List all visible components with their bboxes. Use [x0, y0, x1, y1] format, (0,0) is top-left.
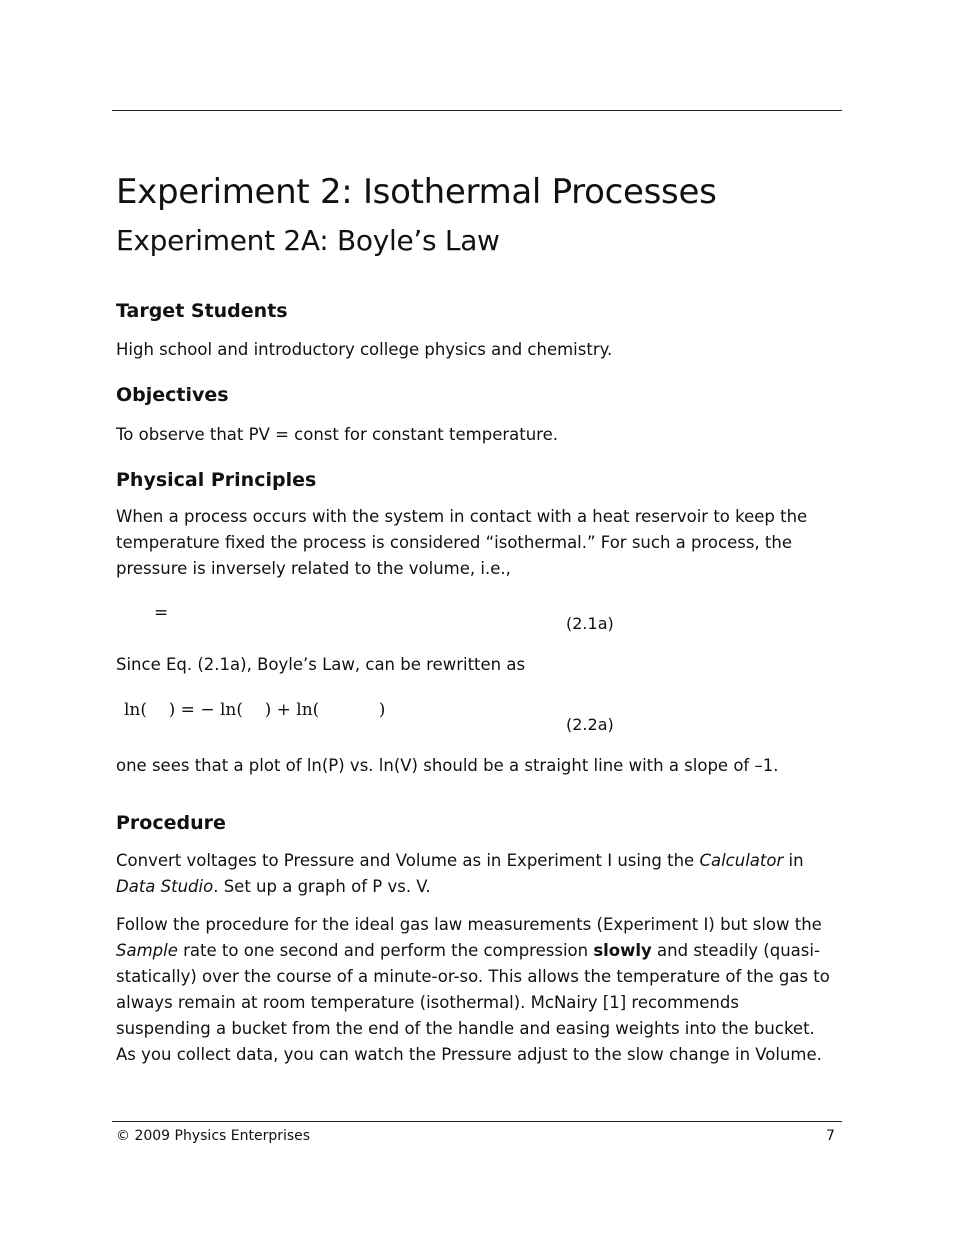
objectives-heading: Objectives — [116, 384, 229, 406]
equation-2-2a-number: (2.2a) — [566, 715, 614, 734]
page-title: Experiment 2: Isothermal Processes — [116, 172, 717, 212]
principles-text: When a process occurs with the system in contact with a heat reservoir to keep the temperature fixed the process is considered “isothermal.” For such a process, the pressure is inversely related to the volume, i.e., — [116, 507, 808, 578]
principles-after-text: one sees that a plot of ln(P) vs. ln(V) should be a straight line with a slope of –1. — [116, 756, 779, 775]
procedure-heading: Procedure — [116, 812, 226, 834]
procedure-paragraph-1: Convert voltages to Pressure and Volume as in Experiment I using the Calculator in Data Studio. Set up a graph of P vs. V. — [116, 851, 804, 896]
equation-2-1a-number: (2.1a) — [566, 614, 614, 633]
equation-2-1a: = — [154, 603, 169, 623]
target-heading: Target Students — [116, 300, 288, 322]
principles-between-text: Since Eq. (2.1a), Boyle’s Law, can be rewritten as — [116, 655, 526, 674]
footer-copyright: © 2009 Physics Enterprises — [116, 1128, 311, 1144]
sample-term: Sample — [116, 941, 178, 960]
target-text: High school and introductory college physics and chemistry. — [116, 340, 613, 359]
slowly-emphasis: slowly — [593, 941, 652, 960]
page-number: 7 — [826, 1128, 835, 1144]
header-rule — [112, 110, 842, 111]
data-studio-term: Data Studio — [116, 877, 214, 896]
procedure-paragraph-2: Follow the procedure for the ideal gas law measurements (Experiment I) but slow the Sample rate to one second and perform the compression slowly and steadily (quasi-statically) over the course of a minute-or-so. This allows the temperature of the gas to always remain at room temperature (isothermal). McNairy [1] recommends suspending a bucket from the end of the handle and easing weights into the bucket. As you collect data, you can watch the Pressure adjust to the slow change in Volume. — [116, 915, 830, 1064]
equation-2-2a: ln( ) = − ln( ) + ln( ) — [124, 700, 386, 720]
objectives-text: To observe that PV = const for constant temperature. — [116, 425, 558, 444]
footer-rule — [112, 1121, 842, 1122]
calculator-term: Calculator — [699, 851, 784, 870]
page-subtitle: Experiment 2A: Boyle’s Law — [116, 224, 500, 257]
principles-heading: Physical Principles — [116, 469, 317, 491]
